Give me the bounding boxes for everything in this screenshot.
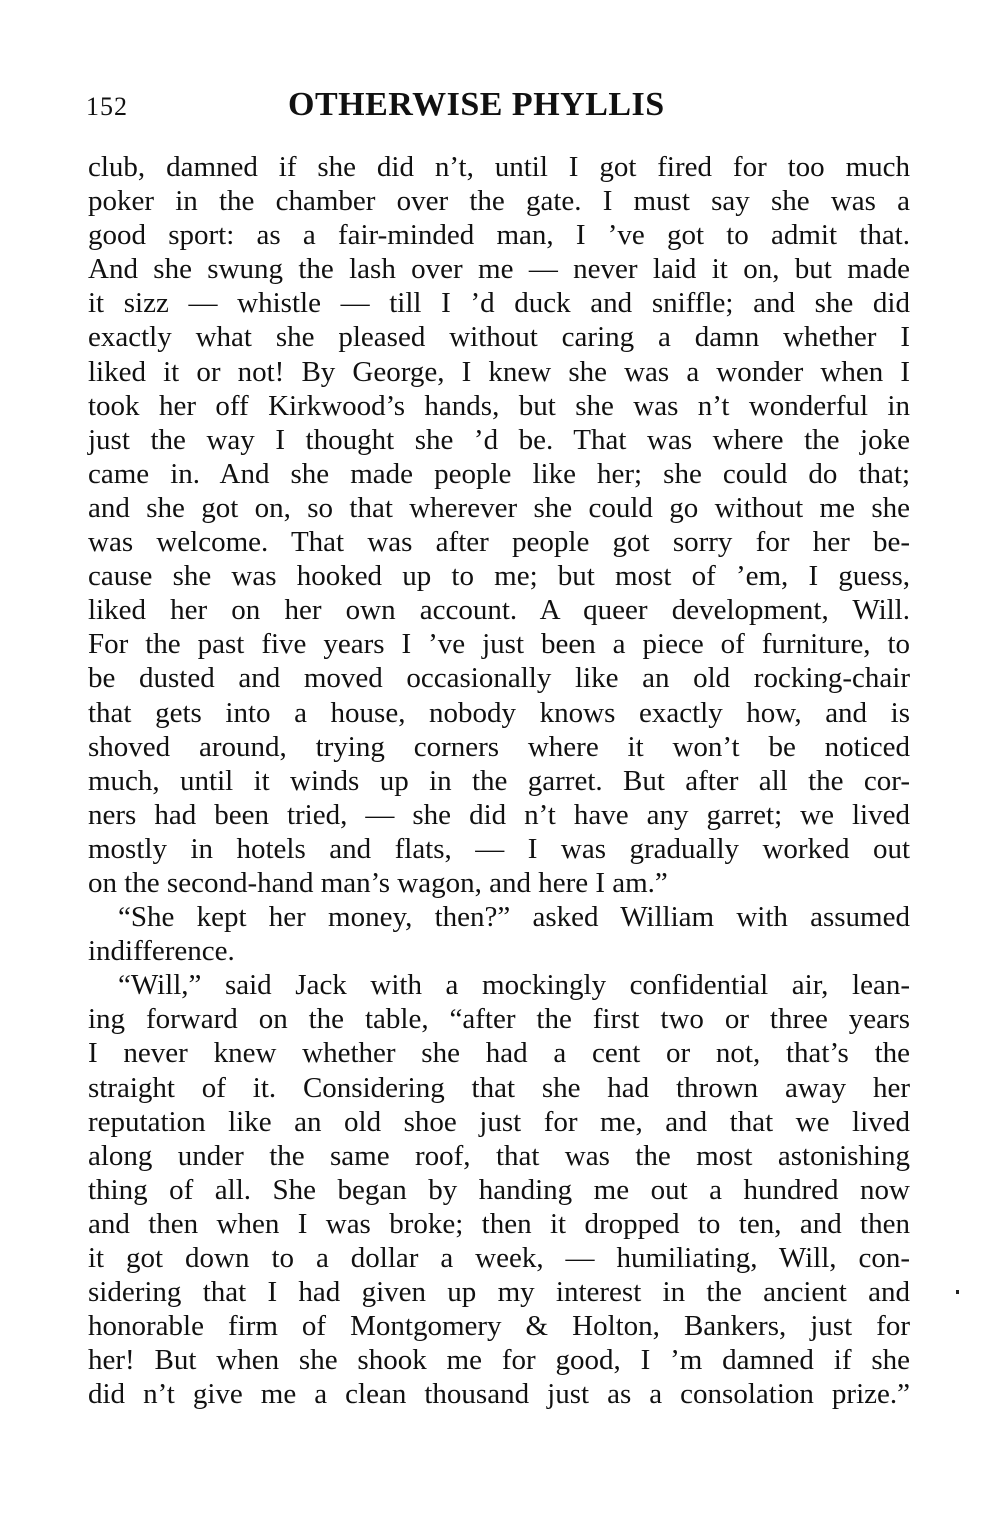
- text-line: For the past five years I ’ve just been a piece of furniture, to: [88, 628, 910, 661]
- text-line: that gets into a house, nobody knows exactly how, and is: [88, 696, 910, 729]
- text-line: came in. And she made people like her; she could do that;: [88, 457, 910, 490]
- text-line: and then when I was broke; then it dropped to ten, and then: [88, 1207, 910, 1240]
- body-text: [88, 150, 910, 1411]
- text-line: I never knew whether she had a cent or not, that’s the: [88, 1037, 910, 1070]
- text-line: it sizz — whistle — till I ’d duck and sniffle; and she did: [88, 287, 910, 320]
- text-line: “Will,” said Jack with a mockingly confidential air, lean-: [118, 969, 910, 1002]
- text-line: did n’t give me a clean thousand just as a consolation prize.”: [88, 1378, 910, 1411]
- text-line: indifference.: [88, 935, 235, 968]
- ink-speck: [956, 1290, 959, 1294]
- text-line: exactly what she pleased without caring a damn whether I: [88, 321, 910, 354]
- text-line: be dusted and moved occasionally like an old rocking-chair: [88, 662, 910, 695]
- text-line: took her off Kirkwood’s hands, but she was n’t wonderful in: [88, 389, 910, 422]
- text-line: on the second-hand man’s wagon, and here I am.”: [88, 866, 668, 899]
- text-line: just the way I thought she ’d be. That was where the joke: [88, 423, 910, 456]
- text-line: honorable firm of Montgomery & Holton, Bankers, just for: [88, 1310, 910, 1343]
- text-line: ners had been tried, — she did n’t have any garret; we lived: [88, 798, 910, 831]
- page-number: 152: [86, 92, 128, 121]
- text-line: And she swung the lash over me — never laid it on, but made: [88, 253, 910, 286]
- text-line: it got down to a dollar a week, — humiliating, Will, con-: [88, 1242, 910, 1274]
- text-line: poker in the chamber over the gate. I must say she was a: [88, 185, 910, 218]
- text-line: much, until it winds up in the garret. But after all the cor-: [88, 764, 910, 797]
- text-line: liked her on her own account. A queer development, Will.: [88, 594, 910, 627]
- text-line: reputation like an old shoe just for me, and that we lived: [88, 1105, 910, 1138]
- text-line: liked it or not! By George, I knew she was a wonder when I: [88, 355, 910, 388]
- text-line: good sport: as a fair-minded man, I ’ve got to admit that.: [88, 219, 910, 252]
- text-line: club, damned if she did n’t, until I got fired for too much: [88, 151, 910, 183]
- page-header: [86, 86, 910, 130]
- text-line: her! But when she shook me for good, I ’m damned if she: [88, 1344, 910, 1377]
- text-line: shoved around, trying corners where it won’t be noticed: [88, 730, 910, 763]
- text-line: and she got on, so that wherever she could go without me she: [88, 491, 910, 524]
- text-line: thing of all. She began by handing me out a hundred now: [88, 1173, 910, 1206]
- text-line: along under the same roof, that was the most astonishing: [88, 1139, 910, 1172]
- text-line: “She kept her money, then?” asked William with assumed: [118, 901, 910, 934]
- text-line: mostly in hotels and flats, — I was gradually worked out: [88, 832, 910, 865]
- text-line: straight of it. Considering that she had thrown away her: [88, 1071, 910, 1104]
- running-title: OTHERWISE PHYLLIS: [288, 86, 665, 123]
- text-line: cause she was hooked up to me; but most of ’em, I guess,: [88, 560, 910, 593]
- text-line: was welcome. That was after people got sorry for her be-: [88, 526, 910, 559]
- text-line: sidering that I had given up my interest in the ancient and: [88, 1276, 910, 1309]
- text-line: ing forward on the table, “after the first two or three years: [88, 1003, 910, 1036]
